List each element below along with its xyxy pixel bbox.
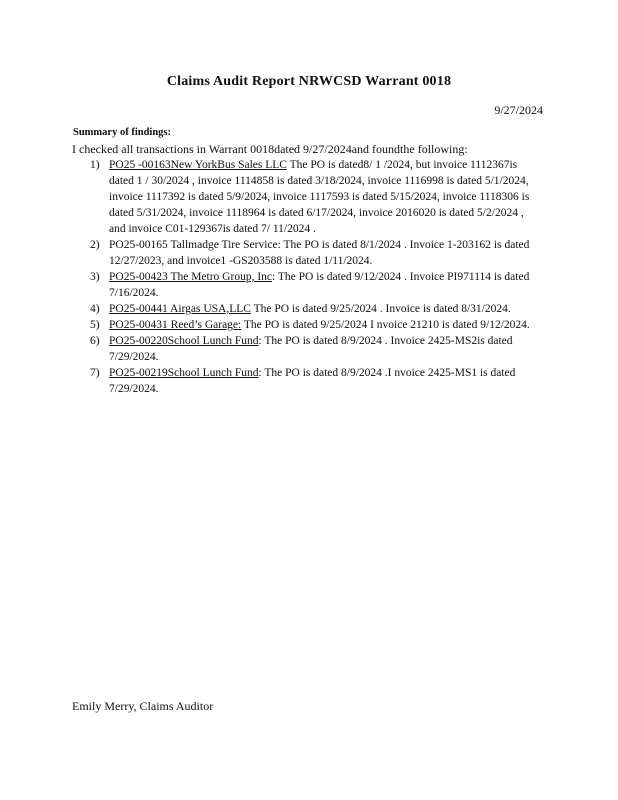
finding-text: : The PO is dated 8/9/2024 . Invoice 2425-MS2is dated 7/29/2024. — [109, 335, 513, 363]
finding-item — [90, 237, 540, 269]
findings-list — [90, 157, 540, 397]
po-reference: PO25-00220School Lunch Fund — [109, 335, 259, 347]
finding-text: PO25-00165 Tallmadge Tire Service: The PO is dated 8/1/2024 . Invoice 1-203162 is dated 12/27/2023, and invoice1 -GS203588 is dated 1/11/2024. — [109, 239, 530, 267]
finding-number: 7) — [90, 367, 100, 379]
finding-item — [90, 157, 540, 237]
finding-number: 3) — [90, 271, 100, 283]
summary-heading: Summary of findings: — [73, 127, 172, 138]
finding-number: 1) — [90, 159, 100, 171]
finding-item — [90, 301, 540, 317]
finding-text: : The PO is dated 9/12/2024 . Invoice PI971114 is dated 7/16/2024. — [109, 271, 530, 299]
po-reference: PO25 -00163New YorkBus Sales LLC — [109, 159, 287, 171]
finding-item — [90, 365, 540, 397]
finding-item — [90, 333, 540, 365]
po-reference: PO25-00441 Airgas USA,LLC — [109, 303, 251, 315]
po-reference: PO25-00219School Lunch Fund — [109, 367, 259, 379]
intro-text: I checked all transactions in Warrant 0018dated 9/27/2024and foundthe following: — [72, 142, 468, 156]
po-reference: PO25-00431 Reed’s Garage: — [109, 319, 242, 331]
finding-text: The PO is dated8/ 1 /2024, but invoice 1112367is dated 1 / 30/2024 , invoice 1114858 is dated 3/18/2024, invoice 1116998 is dated 5/1/2024, invoice 1117392 is dated 5/9/2024, invoice 1117593 is dated 5/15/2024, invoice 1118306 is dated 5/31/2024, invoice 1118964 is dated 6/17/2024, invoice 2016020 is dated 5/2/2024 , and invoice C01-129367is dated 7/ 11/2024 . — [109, 159, 530, 235]
report-title: Claims Audit Report NRWCSD Warrant 0018 — [166, 74, 452, 89]
finding-number: 4) — [90, 303, 100, 315]
report-date: 9/27/2024 — [494, 103, 543, 117]
finding-number: 5) — [90, 319, 100, 331]
finding-item — [90, 269, 540, 301]
finding-text: The PO is dated 9/25/2024 I nvoice 21210 is dated 9/12/2024. — [241, 319, 530, 331]
po-reference: PO25-00423 The Metro Group, Inc — [109, 271, 272, 283]
finding-item — [90, 317, 540, 333]
finding-text: : The PO is dated 8/9/2024 .I nvoice 2425-MS1 is dated 7/29/2024. — [109, 367, 516, 395]
finding-number: 2) — [90, 239, 100, 251]
auditor-signature: Emily Merry, Claims Auditor — [72, 699, 214, 713]
finding-number: 6) — [90, 335, 100, 347]
finding-text: The PO is dated 9/25/2024 . Invoice is dated 8/31/2024. — [250, 303, 511, 315]
